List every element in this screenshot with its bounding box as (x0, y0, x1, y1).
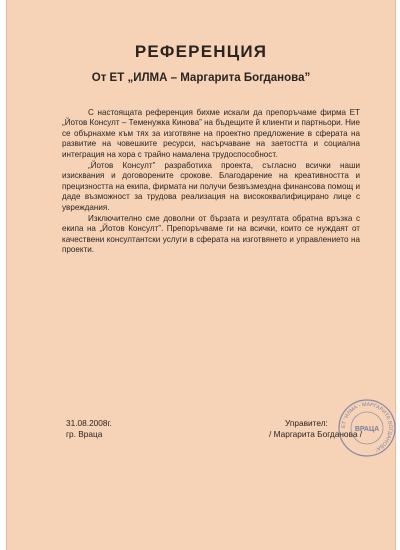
reference-letter-page (6, 0, 396, 550)
stamp-city-text: ВРАЦА (354, 426, 380, 433)
signature-role: Управител: (285, 418, 328, 428)
company-stamp (337, 398, 397, 458)
stamp-ring-text: ЕТ "ИЛМА - МАРГАРИТА БОГДАНОВА" (340, 401, 394, 453)
date-place-block (66, 418, 112, 440)
signature-name: / Маргарита Богданова / (269, 429, 363, 439)
letter-body (62, 108, 360, 257)
letter-title: РЕФЕРЕНЦИЯ (134, 42, 268, 61)
letter-place: гр. Враца (66, 429, 103, 439)
body-paragraph-1: С настоящата референция бихме искали да препоръчаме фирма ЕТ „Йотов Консулт – Теменужка Кинова” на бъдещите й клиенти и партньори. Ние се обърнахме към тях за изготвяне на проектно предложение в сферата на развитие на човешките ресурси, насърчаване на заетостта и социална интеграция на хора с трайно намалена трудоспособност. (62, 108, 360, 159)
letter-date: 31.08.2008г. (66, 418, 112, 428)
letter-sender: От ЕТ „ИЛМА – Маргарита Богданова” (91, 72, 311, 84)
body-paragraph-2: „Йотов Консулт” разработиха проекта, съгласно всички наши изисквания и договорените срокове. Благодарение на креативността и прецизността на екипа, фирмата ни получи безвъзмездна финансова помощ и даде възможност за трудова реализация на висококвалифицирано лице с увреждания. (62, 161, 360, 212)
body-paragraph-3: Изключително сме доволни от бързата и резултата обратна връзка с екипа на „Йотов Консулт”. Препоръчваме ги на всички, които се нуждаят от качествени консултантски услуги в сферата на изготвянето и управлението на проекти. (62, 214, 360, 255)
